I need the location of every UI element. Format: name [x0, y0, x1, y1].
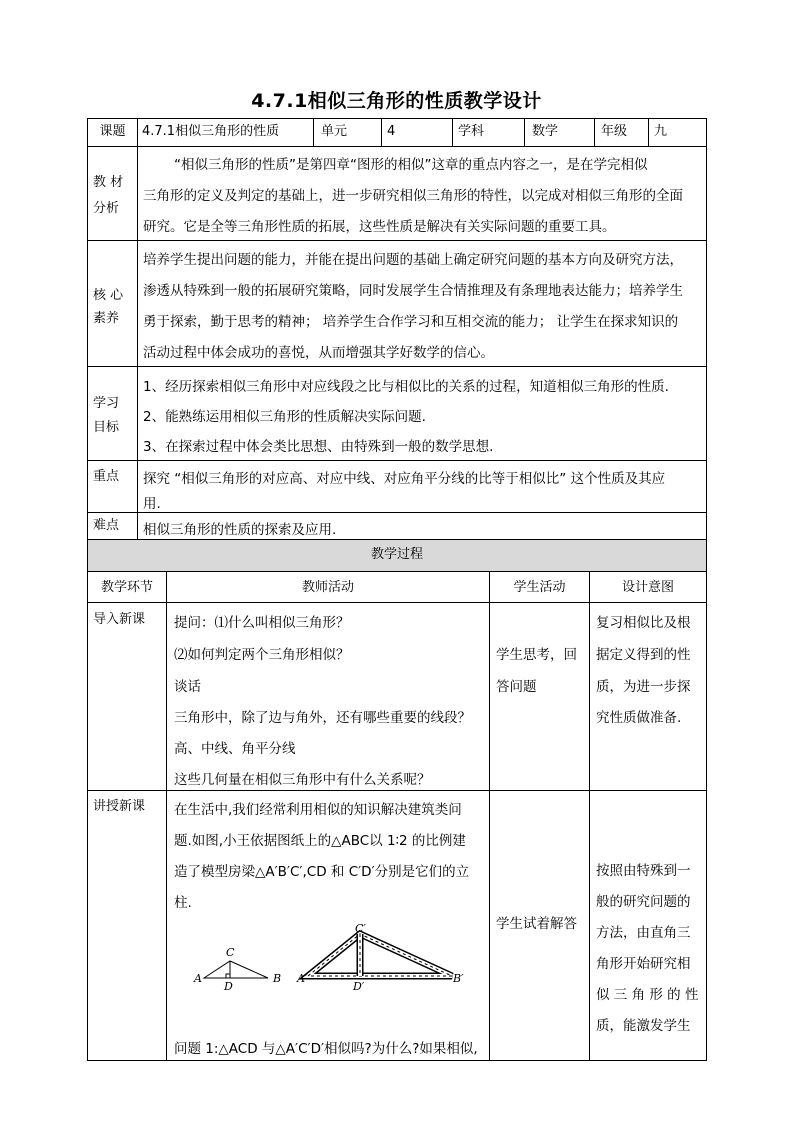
small-label-d: D	[224, 980, 233, 993]
intro-teacher-line-2: ⑵如何判定两个三角形相似？	[174, 647, 350, 663]
lecture-teacher-line-1: 在生活中,我们经常利用相似的知识解决建筑类问	[174, 802, 462, 818]
col-header-stage: 教学环节	[100, 580, 153, 595]
lecture-stage: 讲授新课	[93, 799, 146, 814]
intro-intent-line-2: 据定义得到的性	[596, 647, 691, 663]
large-triangle-beam	[308, 934, 452, 976]
literacy-label-2: 素养	[93, 311, 120, 326]
col-header-teacher: 教师活动	[301, 580, 354, 595]
literacy-label-1: 核 心	[93, 288, 124, 303]
objectives-line-1: 1、经历探索相似三角形中对应线段之比与相似比的关系的过程，知道相似三角形的性质.	[143, 379, 669, 395]
grade-value: 九	[654, 124, 668, 139]
lecture-teacher-line-4: 柱.	[174, 895, 192, 911]
intro-student-line-2: 答问题	[496, 679, 537, 695]
intro-student-line-1: 学生思考，回	[496, 647, 577, 663]
col-header-student: 学生活动	[513, 580, 566, 595]
intro-teacher-line-6: 这些几何量在相似三角形中有什么关系呢？	[174, 772, 431, 788]
lecture-question-line: 问题 1:△ACD 与△A′C′D′相似吗?为什么?如果相似,	[174, 1041, 478, 1057]
intro-stage: 导入新课	[93, 612, 146, 627]
intro-teacher-line-3: 谈话	[174, 679, 201, 695]
analysis-label-2: 分析	[93, 201, 120, 216]
lecture-intent-line-2: 般的研究问题的	[596, 894, 691, 910]
grade-label: 年级	[601, 124, 628, 139]
small-label-c: C	[226, 946, 235, 959]
lesson-label: 课题	[99, 124, 126, 139]
lesson-value: 4.7.1相似三角形的性质	[142, 124, 280, 139]
large-label-c: C′	[355, 922, 366, 935]
intro-teacher-line-5: 高、中线、角平分线	[174, 741, 296, 757]
key-point-label: 重点	[93, 469, 120, 484]
lecture-intent-line-5: 似 三 角 形 的 性	[596, 987, 699, 1003]
analysis-line-1: “相似三角形的性质”是第四章“图形的相似”这章的重点内容之一，是在学完相似	[174, 157, 648, 173]
col-header-intent: 设计意图	[621, 580, 674, 595]
literacy-line-2: 渗透从特殊到一般的拓展研究策略，同时发展学生合情推理及有条理地表达能力；培养学生	[143, 283, 683, 299]
large-label-d: D′	[353, 980, 365, 993]
literacy-line-4: 活动过程中体会成功的喜悦，从而增强其学好数学的信心。	[143, 345, 494, 361]
unit-value: 4	[387, 124, 396, 139]
triangle-figure	[180, 918, 480, 998]
intro-teacher-line-4: 三角形中，除了边与角外，还有哪些重要的线段？	[174, 710, 471, 726]
small-triangle	[204, 961, 268, 978]
page-title: 4.7.1相似三角形的性质教学设计	[251, 90, 542, 112]
objectives-line-2: 2、能熟练运用相似三角形的性质解决实际问题.	[143, 409, 426, 425]
difficulty-label: 难点	[93, 518, 120, 533]
lecture-intent-line-4: 角形开始研究相	[596, 956, 691, 972]
lecture-teacher-line-2: 题.如图,小王依据图纸上的△ABC以 1∶2 的比例建	[174, 833, 466, 849]
intro-intent-line-4: 究性质做准备.	[596, 710, 682, 726]
subject-label: 学科	[458, 124, 485, 139]
difficulty-text: 相似三角形的性质的探索及应用.	[143, 522, 337, 538]
analysis-label-1: 教 材	[93, 175, 124, 190]
lecture-teacher-line-3: 造了模型房梁△A′B′C′,CD 和 C′D′分别是它们的立	[174, 864, 470, 880]
process-banner: 教学过程	[370, 547, 423, 562]
unit-label: 单元	[321, 124, 348, 139]
intro-intent-line-3: 质，为进一步探	[596, 679, 691, 695]
large-label-a: A′	[297, 972, 308, 985]
large-label-b: B′	[453, 972, 464, 985]
literacy-line-1: 培养学生提出问题的能力，并能在提出问题的基础上确定研究问题的基本方向及研究方法，	[143, 252, 683, 268]
analysis-line-2: 三角形的定义及判定的基础上，进一步研究相似三角形的特性，以完成对相似三角形的全面	[143, 188, 683, 204]
intro-teacher-line-1: 提问：⑴什么叫相似三角形？	[174, 615, 350, 631]
lecture-intent-line-1: 按照由特殊到一	[596, 863, 691, 879]
small-label-b: B	[273, 972, 282, 985]
literacy-line-3: 勇于探索，勤于思考的精神； 培养学生合作学习和互相交流的能力； 让学生在探求知识的	[143, 314, 679, 330]
objectives-label-2: 目标	[93, 420, 120, 435]
key-point-line-1: 探究 “相似三角形的对应高、对应中线、对应角平分线的比等于相似比” 这个性质及其应	[143, 471, 666, 487]
lecture-student-text: 学生试着解答	[496, 916, 577, 932]
lecture-intent-line-6: 质，能激发学生	[596, 1018, 691, 1034]
intro-intent-line-1: 复习相似比及根	[596, 615, 691, 631]
objectives-label-1: 学习	[93, 396, 120, 411]
objectives-line-3: 3、在探索过程中体会类比思想、由特殊到一般的数学思想.	[143, 439, 494, 455]
key-point-line-2: 用.	[143, 496, 161, 512]
lecture-intent-line-3: 方法，由直角三	[596, 925, 691, 941]
small-label-a: A	[194, 972, 202, 985]
analysis-line-3: 研究。它是全等三角形性质的拓展，这些性质是解决有关实际问题的重要工具。	[143, 219, 616, 235]
subject-value: 数学	[532, 124, 559, 139]
